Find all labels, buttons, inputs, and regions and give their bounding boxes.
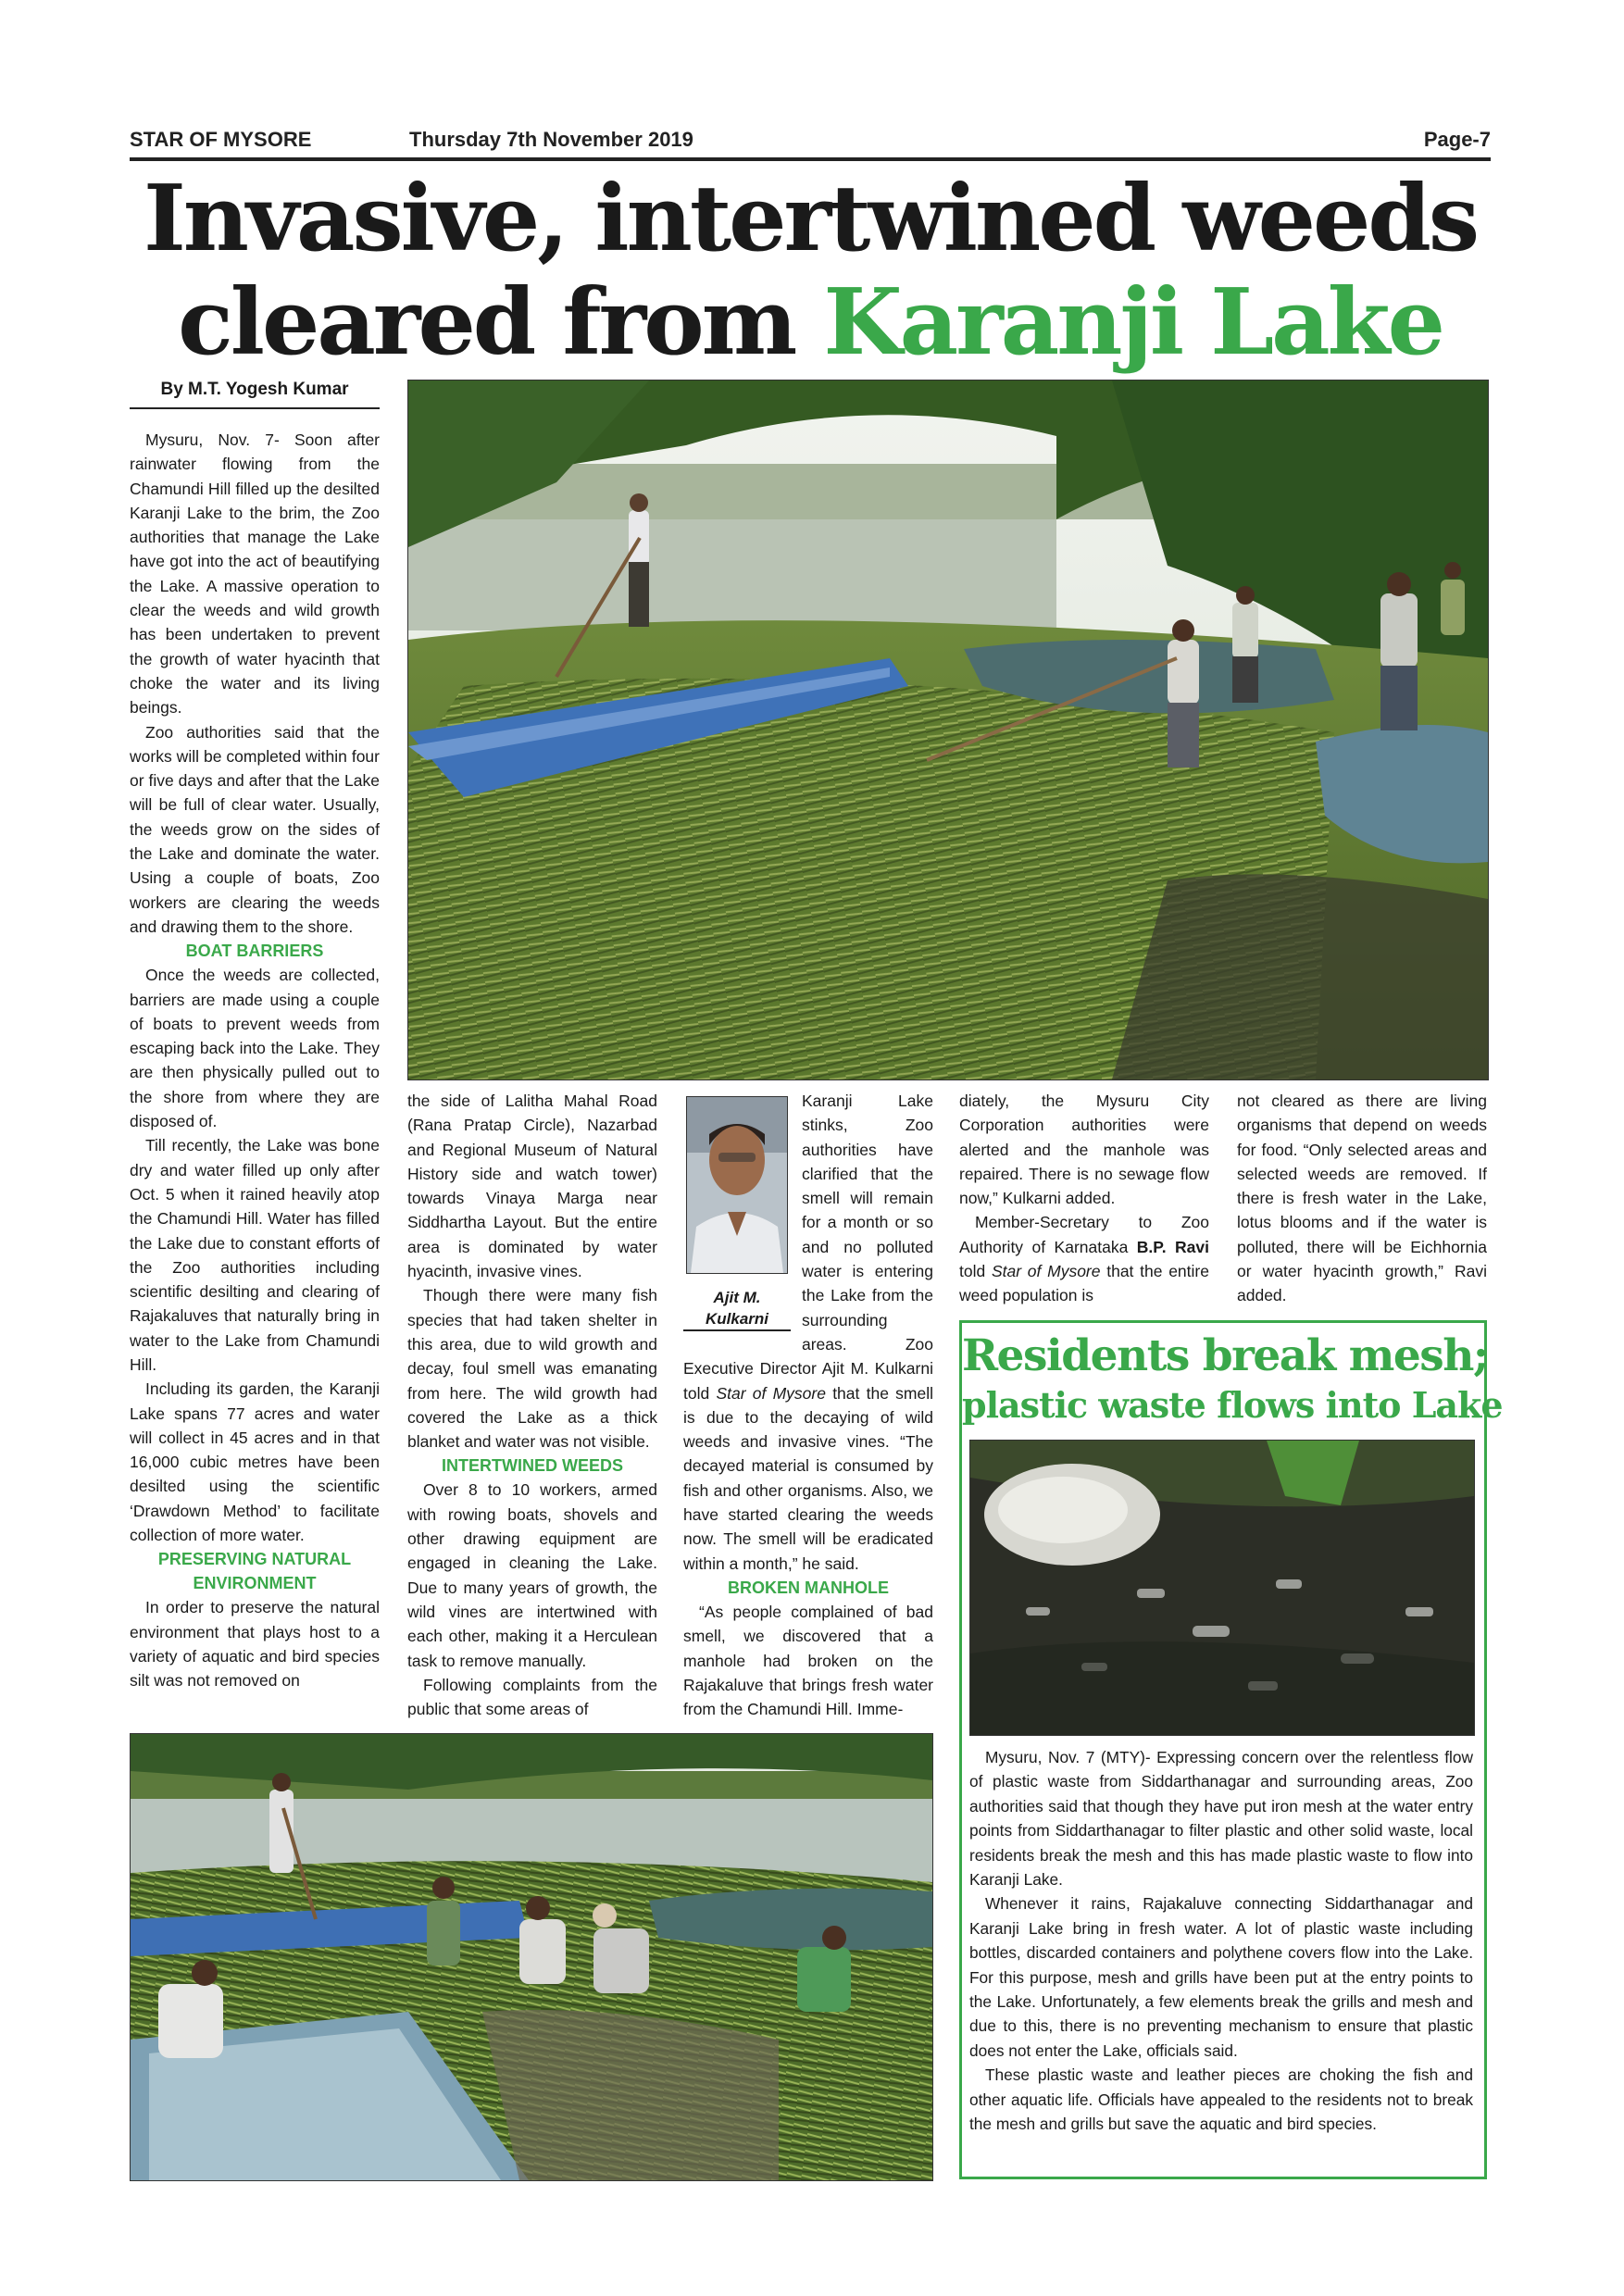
subhead-intertwined: INTERTWINED WEEDS xyxy=(442,1456,623,1476)
paragraph: In order to preserve the natural environment that plays host to a variety of aquatic and bird species silt was not removed on xyxy=(130,1598,380,1691)
paragraph-text: Karanji Lake stinks, Zoo authorities have clarified that the smell will remain for a month or so and no polluted water is entering the Lake from the surrounding areas. Zoo Executive Director Ajit M. Kulkarni told xyxy=(683,1092,933,1403)
paragraph: Mysuru, Nov. 7 (MTY)- Expressing concern over the relentless flow of plastic waste from Siddarthanagar and surrounding areas, Zoo authorities said that though they have put iron mesh at the water entry points from Siddarthanagar to filter plastic and other solid waste, local residents break the mesh and this has made plastic waste to flow into Karanji Lake. xyxy=(969,1748,1473,1890)
article-column-2 xyxy=(407,1089,657,1721)
sidebar-title-2: plastic waste flows into Lake xyxy=(962,1384,1503,1426)
masthead-rule xyxy=(130,157,1491,161)
headline-line-2 xyxy=(130,268,1491,378)
sidebar-photo-plastic xyxy=(969,1440,1475,1736)
subhead-preserving: PRESERVING NATURAL ENVIRONMENT xyxy=(157,1550,352,1593)
paragraph: not cleared as there are living organisms that depend on weeds for food. “Only selected areas and selected weeds are removed. If there is fresh water in the Lake, lotus blooms and if the water is polluted, there will be Eichhornia or water hyacinth growth,” Ravi added. xyxy=(1237,1092,1487,1305)
paragraph xyxy=(959,1210,1209,1307)
paragraph: Whenever it rains, Rajakaluve connecting Siddarthanagar and Karanji Lake bring in fresh water. A lot of plastic waste including bottles, discarded containers and polythene covers flow into the Lake. For this purpose, mesh and grills have been put at the entry points to the Lake. Unfortunately, a few elements break the grills and mesh and due to this, there is no preventing mechanism to ensure that plastic does not enter the Lake, officials said. xyxy=(969,1894,1473,2060)
paragraph: “As people complained of bad smell, we discovered that a manhole had broken on the Rajakaluve that brings fresh water from the Chamundi Hill. Imme- xyxy=(683,1602,933,1719)
sidebar-text xyxy=(969,1745,1473,2137)
paper-name: STAR OF MYSORE xyxy=(130,128,312,151)
paragraph: the side of Lalitha Mahal Road (Rana Pratap Circle), Nazarbad and Regional Museum of Natural History side and watch tower) towards Vinaya Marga near Siddhartha Layout. But the entire area is dominated by water hyacinth, invasive vines. xyxy=(407,1092,657,1281)
paragraph: Over 8 to 10 workers, armed with rowing boats, shovels and other drawing equipment are engaged in cleaning the Lake. Due to many years of growth, the wild vines are intertwined with each other, making it a Herculean task to remove manually. xyxy=(407,1480,657,1670)
paragraph: Once the weeds are collected, barriers are made using a couple of boats to prevent weeds from escaping back into the Lake. They are then physically pulled out to the shore from where they are disposed of. xyxy=(130,966,380,1131)
lake-workers-image xyxy=(408,381,1488,1079)
paper-name-italic: Star of Mysore xyxy=(716,1383,826,1403)
paragraph: Till recently, the Lake was bone dry and water filled up only after Oct. 5 when it rained heavily atop the Chamundi Hill. Water has filled the Lake due to constant efforts of the Zoo authorities including scientific desilting and clearing of Rajakaluves that naturally bring in water to the Lake from Chamundi Hill. xyxy=(130,1136,380,1374)
portrait-caption: Ajit M. Kulkarni xyxy=(683,1287,791,1331)
paragraph-text: Member-Secretary to Zoo Authority of Karnataka xyxy=(959,1213,1209,1256)
paragraph-text: that the entire weed population is xyxy=(959,1262,1209,1305)
paragraph-text: told xyxy=(959,1262,992,1281)
article-column-3 xyxy=(683,1089,933,1721)
byline-rule xyxy=(130,407,380,409)
portrait-block xyxy=(683,1096,791,1331)
headline-line-1: Invasive, intertwined weeds xyxy=(143,166,1478,272)
name-bold: B.P. Ravi xyxy=(1136,1237,1209,1256)
subhead-broken-manhole: BROKEN MANHOLE xyxy=(728,1578,889,1597)
byline: By M.T. Yogesh Kumar xyxy=(160,380,349,399)
portrait-ajit-kulkarni xyxy=(686,1096,788,1274)
article-column-1 xyxy=(130,428,380,1693)
bottom-photo-workers xyxy=(130,1733,933,2181)
issue-date: Thursday 7th November 2019 xyxy=(409,128,693,151)
masthead xyxy=(130,128,1491,156)
paragraph: Though there were many fish species that had taken shelter in this area, due to wild growth and decay, foul smell was emanating from here. The wild growth had covered the Lake as a thick blanket and water was not visible. xyxy=(407,1286,657,1452)
article-column-5 xyxy=(1237,1089,1487,1308)
sidebar-plastic-waste xyxy=(959,1320,1503,2179)
sidebar-title-1: Residents break mesh; xyxy=(962,1330,1488,1381)
workers-shore-image xyxy=(131,1734,932,2180)
paragraph: Zoo authorities said that the works will be completed within four or five days and after that the Lake will be full of clear water. Usually, the weeds grow on the sides of the Lake and dominate the water. Using a couple of boats, Zoo workers are clearing the weeds and drawing them to the shore. xyxy=(130,722,380,936)
article-column-4 xyxy=(959,1089,1209,1308)
plastic-waste-image xyxy=(970,1441,1474,1735)
paragraph-text: that the smell is due to the decaying of wild weeds and invasive vines. “The decayed material is consumed by fish and other organisms. Also, we have started clearing the weeds now. The smell will be eradicated within a month,” he said. xyxy=(683,1383,933,1573)
paragraph: Mysuru, Nov. 7- Soon after rainwater flowing from the Chamundi Hill filled up the desilted Karanji Lake to the brim, the Zoo authorities that manage the Lake have got into the act of beautifying the Lake. A massive operation to clear the weeds and wild growth has been undertaken to prevent the growth of water hyacinth that choke the water and its living beings. xyxy=(130,430,380,718)
headline-plain: cleared from xyxy=(178,269,824,376)
paper-name-italic: Star of Mysore xyxy=(991,1262,1101,1281)
page-number: Page-7 xyxy=(1423,128,1491,151)
paragraph: These plastic waste and leather pieces are choking the fish and other aquatic life. Officials have appealed to the residents not to break the mesh and grills but save the aquatic and bird species. xyxy=(969,2065,1473,2134)
paragraph: Including its garden, the Karanji Lake spans 77 acres and water will collect in 45 acres and in that 16,000 cubic metres have been desilted using the scientific ‘Drawdown Method’ to facilitate collection of more water. xyxy=(130,1379,380,1545)
portrait-image xyxy=(687,1097,787,1273)
subhead-boat-barriers: BOAT BARRIERS xyxy=(185,942,324,961)
main-photo-weed-clearing xyxy=(407,380,1489,1080)
headline-highlight: Karanji Lake xyxy=(823,269,1443,376)
paragraph: diately, the Mysuru City Corporation authorities were alerted and the manhole was repaired. There is no sewage flow now,” Kulkarni added. xyxy=(959,1092,1209,1208)
paragraph: Following complaints from the public that some areas of xyxy=(407,1675,657,1719)
